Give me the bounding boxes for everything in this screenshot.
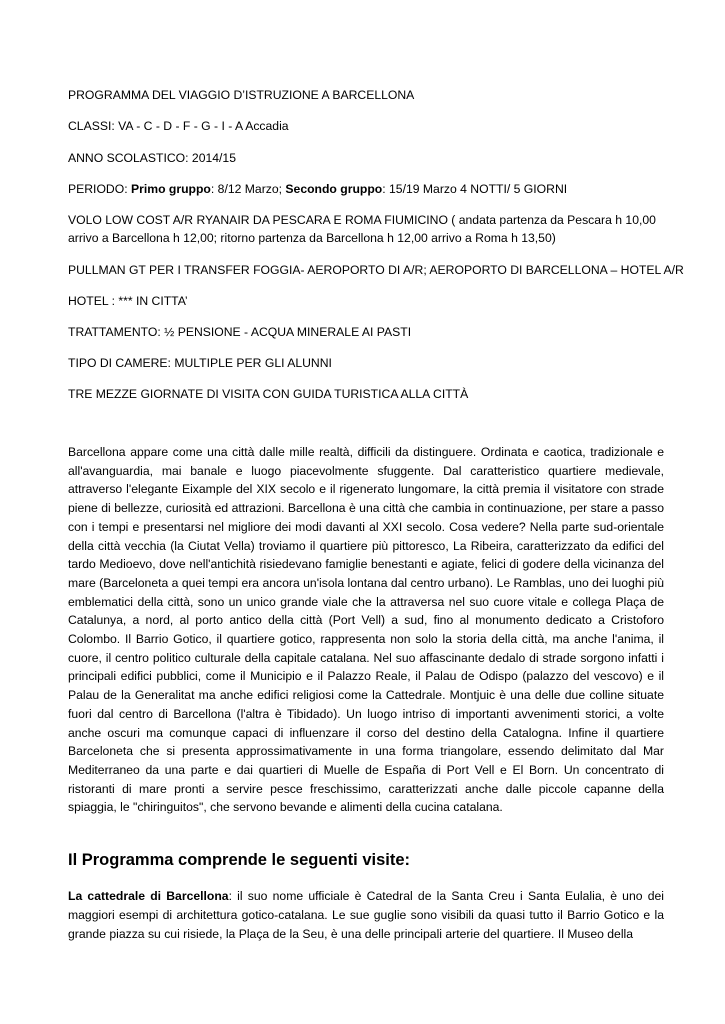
second-group-label: Secondo gruppo xyxy=(285,182,383,196)
classes-line: CLASSI: VA - C - D - F - G - I - A Accadia xyxy=(68,119,289,133)
period-line xyxy=(68,180,567,198)
transfer-line: PULLMAN GT PER I TRANSFER FOGGIA- AEROPORTO DI A/R; AEROPORTO DI BARCELLONA – HOTEL A/R xyxy=(68,263,684,277)
guided-tours-line: TRE MEZZE GIORNATE DI VISITA CON GUIDA TURISTICA ALLA CITTÀ xyxy=(68,387,469,401)
hotel-line: HOTEL : *** IN CITTA’ xyxy=(68,294,188,308)
period-label: PERIODO: xyxy=(68,182,131,196)
barcelona-description: Barcellona appare come una città dalle mille realtà, difficili da distinguere. Ordinata e caotica, tradizionale e all'avanguardia, mai banale e luogo piacevolmente sfuggente. Dal caratteristico quartiere medievale, attraverso l'elegante Eixample del XIX secolo e il rigenerato lungomare, la città premia il visitatore con strade piene di bellezze, curiosità ed attrazioni. Barcellona è una città che cambia in continuazione, per stare a passo con i tempi e presentarsi nel migliore dei modi davanti al XXI secolo. Cosa vedere? Nella parte sud-orientale della città vecchia (la Ciutat Vella) troviamo il quartiere più pittoresco, La Ribeira, caratterizzato da edifici del tardo Medioevo, dove nell'antichità risiedevano famiglie benestanti e agiate, felici di godere della vicinanza del mare (Barceloneta a quei tempi era ancora un'isola lontana dal centro urbano). Le Ramblas, uno dei luoghi più emblematici della città, sono un unico grande viale che la attraversa nel suo cuore vitale e collega Plaça de Catalunya, a nord, al porto antico della città (Port Vell) a sud, fino al monumento dedicato a Cristoforo Colombo. Il Barrio Gotico, il quartiere gotico, rappresenta non solo la storia della città, ma anche l'anima, il cuore, il centro politico culturale della capitale catalana. Nel suo affascinante dedalo di strade sorgono infatti i principali edifici pubblici, come il Municipio e il Palazzo Reale, il Palau de Odispo (palazzo del vescovo) e il Palau de la Generalitat ma anche edifici religiosi come la Cattedrale. Montjuic è una delle due colline situate fuori dal centro di Barcellona (l'altra è Tibidado). Un luogo intriso di importanti avvenimenti storici, a volte anche oscuri ma comunque capaci di influenzare il corso del destino della Catalogna. Infine il quartiere Barceloneta che si presenta approssimativamente in una forma triangolare, essendo delimitato dal Mar Mediterraneo da una parte e dai quartieri di Muelle de España di Port Vell e El Born. Un concentrato di ristoranti di mare pronti a servire pesce freschissimo, caratterizzati anche dalle piccole capanne della spiaggia, le "chiringuitos", che servono bevande e alimenti della cucina catalana. xyxy=(68,445,664,815)
first-group-dates: : 8/12 Marzo; xyxy=(210,182,286,196)
second-group-dates: : 15/19 Marzo 4 NOTTI/ 5 GIORNI xyxy=(382,182,568,196)
flight-line-1: VOLO LOW COST A/R RYANAIR DA PESCARA E ROMA FIUMICINO ( andata partenza da Pescara h 10,00 xyxy=(68,213,656,227)
cathedral-label: La cattedrale di Barcellona xyxy=(68,889,229,903)
program-heading: Il Programma comprende le seguenti visite: xyxy=(68,851,411,869)
flight-line-2: arrivo a Barcellona h 12,00; ritorno partenza da Barcellona h 12,00 arrivo a Roma h 13,50) xyxy=(68,231,556,245)
first-group-label: Primo gruppo xyxy=(130,182,211,196)
program-title: PROGRAMMA DEL VIAGGIO D’ISTRUZIONE A BARCELLONA xyxy=(68,88,415,102)
board-line: TRATTAMENTO: ½ PENSIONE - ACQUA MINERALE AI PASTI xyxy=(68,325,412,339)
cathedral-text: : il suo nome ufficiale è Catedral de la Santa Creu i Santa Eulalia, è uno dei maggiori esempi di architettura gotico-catalana. Le sue guglie sono visibili da quasi tutto il Barrio Gotico e la grande piazza su cui risiede, la Plaça de la Seu, è una delle principali arterie del quartiere. Il Museo della xyxy=(68,889,664,941)
cathedral-paragraph xyxy=(68,887,664,944)
school-year-line: ANNO SCOLASTICO: 2014/15 xyxy=(68,151,236,165)
rooms-line: TIPO DI CAMERE: MULTIPLE PER GLI ALUNNI xyxy=(68,356,332,370)
